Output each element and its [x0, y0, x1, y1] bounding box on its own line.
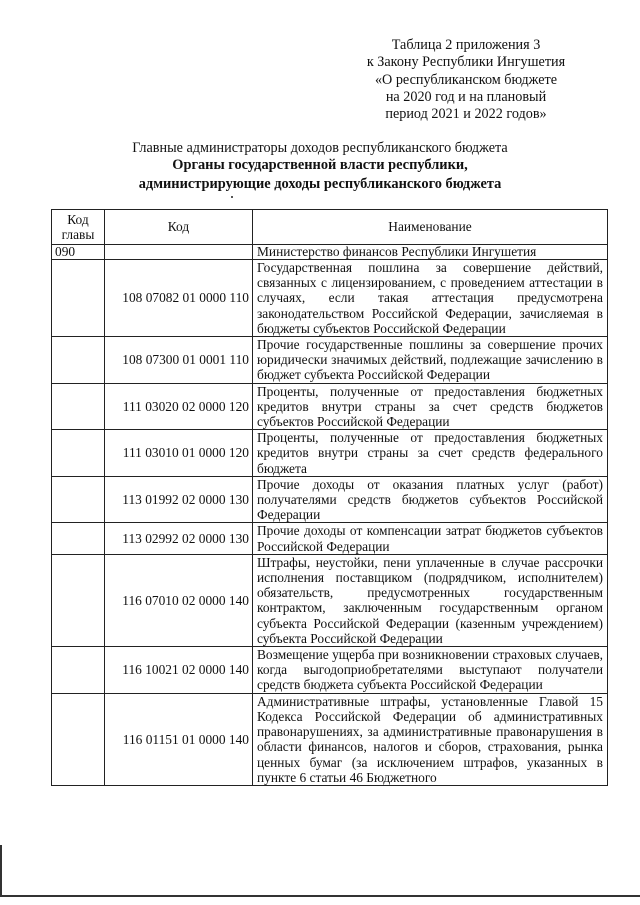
table-row [52, 430, 608, 477]
revenue-code: 116 07010 02 0000 140 [105, 554, 253, 646]
revenue-code: 111 03020 02 0000 120 [105, 383, 253, 430]
appendix-reference [356, 37, 576, 123]
revenue-name: Возмещение ущерба при возникновении страховых случаев, когда выгодоприобретателями выступают получатели средств бюджета субъекта Российской Федерации [253, 647, 608, 694]
chapter-cell [52, 476, 105, 523]
revenue-name: Государственная пошлина за совершение действий, связанных с лицензированием, с проведением аттестации в случаях, если такая аттестация предусмотрена законодательством Российской Федерации, зачисляемая в бюджеты субъектов Российской Федерации [253, 260, 608, 337]
revenue-code: 113 01992 02 0000 130 [105, 476, 253, 523]
scan-speck [231, 196, 233, 198]
header-chapter-code: Код главы [52, 210, 105, 245]
revenue-code: 116 01151 01 0000 140 [105, 693, 253, 785]
revenue-code: 113 02992 02 0000 130 [105, 523, 253, 554]
title-line-1: Органы государственной власти республики, [172, 157, 468, 173]
revenue-code: 116 10021 02 0000 140 [105, 647, 253, 694]
revenue-name: Прочие доходы от компенсации затрат бюджетов субъектов Российской Федерации [253, 523, 608, 554]
table-row [52, 693, 608, 785]
table-row [52, 476, 608, 523]
chapter-cell [52, 554, 105, 646]
chapter-cell [52, 523, 105, 554]
appendix-line-5: период 2021 и 2022 годов» [385, 106, 547, 123]
appendix-line-1: Таблица 2 приложения 3 [391, 37, 541, 53]
ministry-chapter-code: 090 [52, 245, 105, 260]
chapter-cell [52, 337, 105, 384]
chapter-cell [52, 430, 105, 477]
revenue-name: Прочие доходы от оказания платных услуг (работ) получателями средств бюджетов субъектов Российской Федерации [253, 476, 608, 523]
table-row [52, 383, 608, 430]
scan-edge-left [0, 845, 2, 897]
revenue-name: Штрафы, неустойки, пени уплаченные в случае рассрочки исполнения поставщиком (подрядчиком, исполнителем) обязательств, предусмотренных государственным контрактом, заключенным государственным органом субъекта Российской Федерации (казенным учреждением) субъекта Российской Федерации [253, 554, 608, 646]
revenue-code: 108 07300 01 0001 110 [105, 337, 253, 384]
ministry-row [52, 245, 608, 260]
chapter-cell [52, 383, 105, 430]
scan-edge-bottom [0, 895, 640, 897]
table-row [52, 337, 608, 384]
revenue-name: Проценты, полученные от предоставления бюджетных кредитов внутри страны за счет средств бюджетов субъектов Российской Федерации [253, 383, 608, 430]
document-title [0, 156, 640, 193]
revenue-administrators-table [51, 209, 608, 786]
table-row [52, 260, 608, 337]
revenue-name: Прочие государственные пошлины за совершение прочих юридически значимых действий, подлежащие зачислению в бюджет субъекта Российской Федерации [253, 337, 608, 384]
table-header-row [52, 210, 608, 245]
document-subtitle: Главные администраторы доходов республиканского бюджета [132, 140, 508, 156]
ministry-name: Министерство финансов Республики Ингушетия [253, 245, 608, 260]
ministry-code-cell [105, 245, 253, 260]
revenue-code: 108 07082 01 0000 110 [105, 260, 253, 337]
appendix-line-2: к Закону Республики Ингушетия [366, 54, 566, 71]
table-row [52, 523, 608, 554]
revenue-name: Проценты, полученные от предоставления бюджетных кредитов внутри страны за счет средств федерального бюджета [253, 430, 608, 477]
header-code: Код [105, 210, 253, 245]
appendix-line-3: «О республиканском бюджете [374, 71, 558, 88]
appendix-line-4: на 2020 год и на плановый [385, 88, 547, 105]
revenue-name: Административные штрафы, установленные Главой 15 Кодекса Российской Федерации об административных правонарушениях, за административные правонарушения в области финансов, налогов и сборов, страхования, рынка ценных бумаг (за исключением штрафов, указанных в пункте 6 статьи 46 Бюджетного [253, 693, 608, 785]
header-name: Наименование [253, 210, 608, 245]
chapter-cell [52, 260, 105, 337]
chapter-cell [52, 693, 105, 785]
revenue-code: 111 03010 01 0000 120 [105, 430, 253, 477]
title-line-2: администрирующие доходы республиканского бюджета [138, 175, 502, 192]
table-row [52, 554, 608, 646]
chapter-cell [52, 647, 105, 694]
table-row [52, 647, 608, 694]
